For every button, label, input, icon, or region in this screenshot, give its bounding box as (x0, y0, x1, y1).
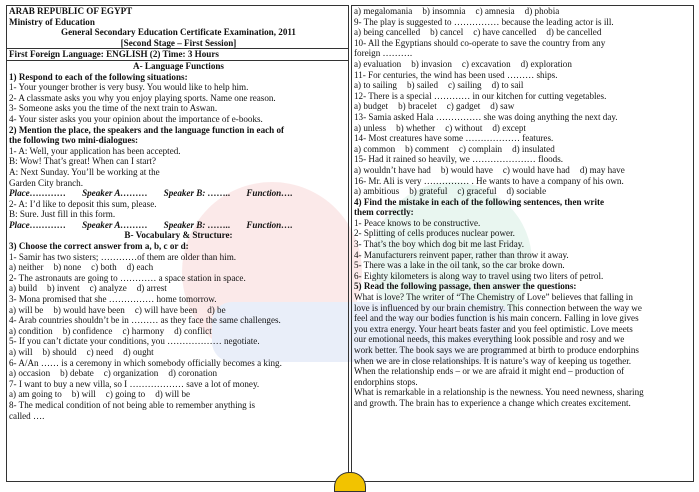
answer-option: d) each (126, 262, 154, 273)
q1-item: 3- Someone asks you the time of the next train to Aswan. (9, 103, 218, 114)
q4-sentence: 1- Peace knows to be constructive. (354, 217, 481, 228)
answer-option: c) harmony (122, 325, 165, 336)
q4-sentence: 6- Eighty kilometers is along way to travel using two liters of petrol. (354, 270, 604, 281)
q3-question: 7- I want to buy a new villa, so I ……………… save a lot of money. (9, 378, 260, 389)
q3-question: foreign ………. (354, 48, 413, 59)
q4-title: 4) Find the mistake in each of the following sentences, then write (354, 196, 605, 207)
q2-title: 2) Mention the place, the speakers and the language function in each of (9, 124, 285, 135)
header-stage: [Second Stage – First Session] (120, 37, 237, 48)
answer-option: d) ought (123, 347, 154, 357)
q3-title: 3) Choose the correct answer from a, b, c or d: (9, 241, 189, 252)
answer-option: d) arrest (136, 283, 167, 294)
q3-question: 6- A/An …… is a ceremony in which somebody officially becomes a king. (9, 357, 282, 368)
section-a-title: A- Language Functions (133, 60, 224, 71)
q3-question: 10- All the Egyptians should co-operate to save the country from any (354, 37, 606, 48)
q3-options (352, 165, 693, 176)
passage-line: What is love? The writer of “The Chemistry of Love” believes that falling in (354, 292, 633, 303)
q4-sentence: 2- Splitting of cells produces nuclear power. (354, 228, 515, 239)
answer-option: c) gadget (446, 101, 481, 112)
answer-option: d) insulated (512, 143, 555, 154)
header-subject: First Foreign Language: ENGLISH (2) Time: 3 Hours (9, 49, 219, 60)
answer-option: a) being cancelled (354, 27, 421, 38)
header-ministry: Ministry of Education (9, 16, 95, 27)
answer-option: a) wouldn’t have had (354, 164, 431, 175)
answer-option: b) sailed (406, 80, 438, 91)
answer-option: c) complain (458, 143, 503, 154)
q3-options (352, 80, 693, 91)
answer-option: b) invent (47, 283, 80, 294)
q3-question: 8- The medical condition of not being able to remember anything is (9, 399, 256, 410)
answer-option: d) be cancelled (546, 27, 602, 38)
answer-option: b) grateful (409, 186, 448, 197)
answer-option: c) both (91, 262, 117, 273)
passage-line: endorphins stops. (354, 376, 418, 387)
dialogue-line: 1- A: Well, your application has been accepted. (9, 145, 181, 156)
answer-option: b) debate (60, 368, 94, 379)
q3-options (352, 123, 693, 134)
answer-option: b) confidence (62, 325, 113, 336)
answer-option: d) be (207, 304, 226, 315)
answer-option: a) will be (9, 304, 44, 315)
answer-option: c) going to (105, 389, 146, 400)
answer-option: a) common (354, 143, 396, 154)
answer-option: c) analyze (89, 283, 127, 294)
q3-question: 12- There is a special ………… in our kitchen for cutting vegetables. (354, 90, 607, 101)
passage-line: our emotional needs, this makes everything look possible and rosy and we (354, 334, 625, 345)
answer-option: c) without (445, 122, 483, 133)
answer-option: a) ambitious (354, 186, 400, 197)
answer-option: c) graceful (457, 186, 497, 197)
answer-option: a) am going to (9, 389, 62, 400)
answer-option: d) will be (155, 389, 191, 400)
answer-option: a) condition (9, 325, 53, 336)
answer-option: a) occasion (9, 368, 51, 379)
answer-option: c) would have had (502, 164, 570, 175)
answer-option: b) whether (396, 122, 436, 133)
q3-question: 16- Mr. Ali is very …………… . He wants to have a company of his own. (354, 175, 624, 186)
q4-sentence: 5- There was a lake in the oil tank, so the car broke down. (354, 260, 565, 271)
q3-options (7, 389, 348, 400)
q3-question: 14- Most creatures have some ……………… features. (354, 133, 554, 144)
passage-line: you extra energy. Your heart beats faster and you feel optimistic. Love meets (354, 323, 633, 334)
exam-page (2, 2, 697, 484)
answer-option: d) sociable (506, 186, 547, 197)
q1-title: 1) Respond to each of the following situations: (9, 71, 188, 82)
header-exam: General Secondary Education Certificate Examination, 2011 (61, 27, 296, 38)
answer-option: a) neither (9, 262, 44, 273)
answer-option: a) to sailing (354, 80, 397, 91)
answer-option: b) should (42, 347, 77, 357)
dialogue-line: 2- A: I’d like to deposit this sum, please. (9, 198, 157, 209)
q3-question: 3- Mona promised that she …………… home tomorrow. (9, 294, 217, 305)
q3-options (7, 262, 348, 273)
answer-option: b) would have been (53, 304, 125, 315)
dialogue-line: A: Next Sunday. You’ll be working at the (9, 166, 160, 177)
q3-options (7, 326, 348, 337)
q2-title-cont: the following two mini-dialogues: (9, 135, 139, 146)
q3-options (352, 101, 693, 112)
answer-option: c) will have been (134, 304, 198, 315)
section-b-title: B- Vocabulary & Structure: (124, 230, 233, 241)
answer-option: c) have cancelled (473, 27, 537, 38)
answer-option: c) organization (103, 368, 159, 379)
q3-options (7, 368, 348, 379)
passage-line: and growth. The brain has to experience a change which creates excitement. (354, 397, 631, 408)
answer-option: a) will (9, 347, 33, 357)
q3-options: a) evaluation b) invasion c) excavation d) exploration (354, 58, 572, 69)
q5-title: 5) Read the following passage, then answer the questions: (354, 281, 577, 292)
answer-option: b) bracelet (398, 101, 437, 112)
dialogue-labels: Place………… Speaker A……… Speaker B: …….. Function…. (9, 188, 293, 199)
answer-option: d) except (492, 122, 526, 133)
left-column (6, 5, 349, 482)
passage-line: love is influenced by our brain chemistry. This connection between the way we (354, 302, 642, 313)
q3-options (352, 144, 693, 155)
q1-item: 2- A classmate asks you why you enjoy playing sports. Name one reason. (9, 92, 276, 103)
q3-question: called …. (9, 410, 45, 421)
q3-question: 4- Arab countries shouldn’t be in ……… as they face the same challenges. (9, 315, 281, 326)
q3-options (7, 347, 348, 358)
right-column (351, 5, 694, 482)
answer-option: c) sailing (448, 80, 482, 91)
q3-options (7, 283, 348, 294)
answer-option: b) comment (405, 143, 449, 154)
answer-option: b) cancel (430, 27, 464, 38)
passage-line: When the relationship ends – or we are afraid it might end – production of (354, 366, 625, 377)
answer-option: d) may have (579, 164, 625, 175)
q1-item: 4- Your sister asks you your opinion about the importance of e-books. (9, 113, 263, 124)
answer-option: d) coronation (168, 368, 218, 379)
answer-option: b) would have (440, 164, 493, 175)
answer-option: b) will (71, 389, 96, 400)
q3-question: 2- The astronauts are going to ………… a space station in space. (9, 272, 246, 283)
header-country: ARAB REPUBLIC OF EGYPT (9, 6, 133, 16)
passage-line: feel and the way our bodies function is his main concern. Falling in love gives (354, 313, 639, 324)
passage-line: work better. The book says we are programmed at birth to produce endorphins (354, 345, 639, 355)
answer-option: a) budget (354, 101, 389, 112)
q1-item: 1- Your younger brother is very busy. You would like to help him. (9, 82, 249, 93)
q3-question: 13- Samia asked Hala …………… she was doing anything the next day. (354, 111, 618, 122)
q4-sentence: 3- That’s the boy which dog bit me last Friday. (354, 239, 524, 250)
q3-options: a) megalomania b) insomnia c) amnesia d) phobia (354, 6, 560, 16)
q3-question: 1- Samir has two sisters; …………of them are older than him. (9, 251, 237, 262)
publisher-logo-icon (334, 472, 366, 492)
answer-option: d) conflict (174, 325, 212, 336)
dialogue-line: B: Wow! That’s great! When can I start? (9, 156, 156, 167)
answer-option: b) none (53, 262, 82, 273)
q3-options (352, 27, 693, 38)
q3-question: 9- The play is suggested to …………… because the leading actor is ill. (354, 16, 614, 27)
dialogue-labels: Place………… Speaker A……… Speaker B: …….. Function…. (9, 219, 293, 230)
q4-sentence: 4- Manufacturers reinvent paper, rather than throw it away. (354, 249, 569, 260)
passage-line: when we are in close relationships. It is nature’s way of keeping us together. (354, 355, 632, 366)
dialogue-line: B: Sure. Just fill in this form. (9, 209, 116, 220)
passage-line: What is remarkable in a relationship is the newness. You need newness, sharing (354, 387, 644, 398)
answer-option: a) build (9, 283, 38, 294)
answer-option: c) need (86, 347, 114, 357)
answer-option: a) unless (354, 122, 387, 133)
q3-question: 11- For centuries, the wind has been used ……… ships. (354, 69, 558, 80)
q3-options (7, 305, 348, 316)
answer-option: d) to sail (491, 80, 524, 91)
answer-option: d) saw (490, 101, 515, 112)
q4-title-cont: them correctly: (354, 207, 414, 218)
q3-question: 5- If you can’t dictate your conditions, you ……………… negotiate. (9, 336, 260, 347)
q3-question: 15- Had it rained so heavily, we ………………… floods. (354, 154, 564, 165)
dialogue-line: Garden City branch. (9, 177, 83, 188)
q3-options (352, 186, 693, 197)
